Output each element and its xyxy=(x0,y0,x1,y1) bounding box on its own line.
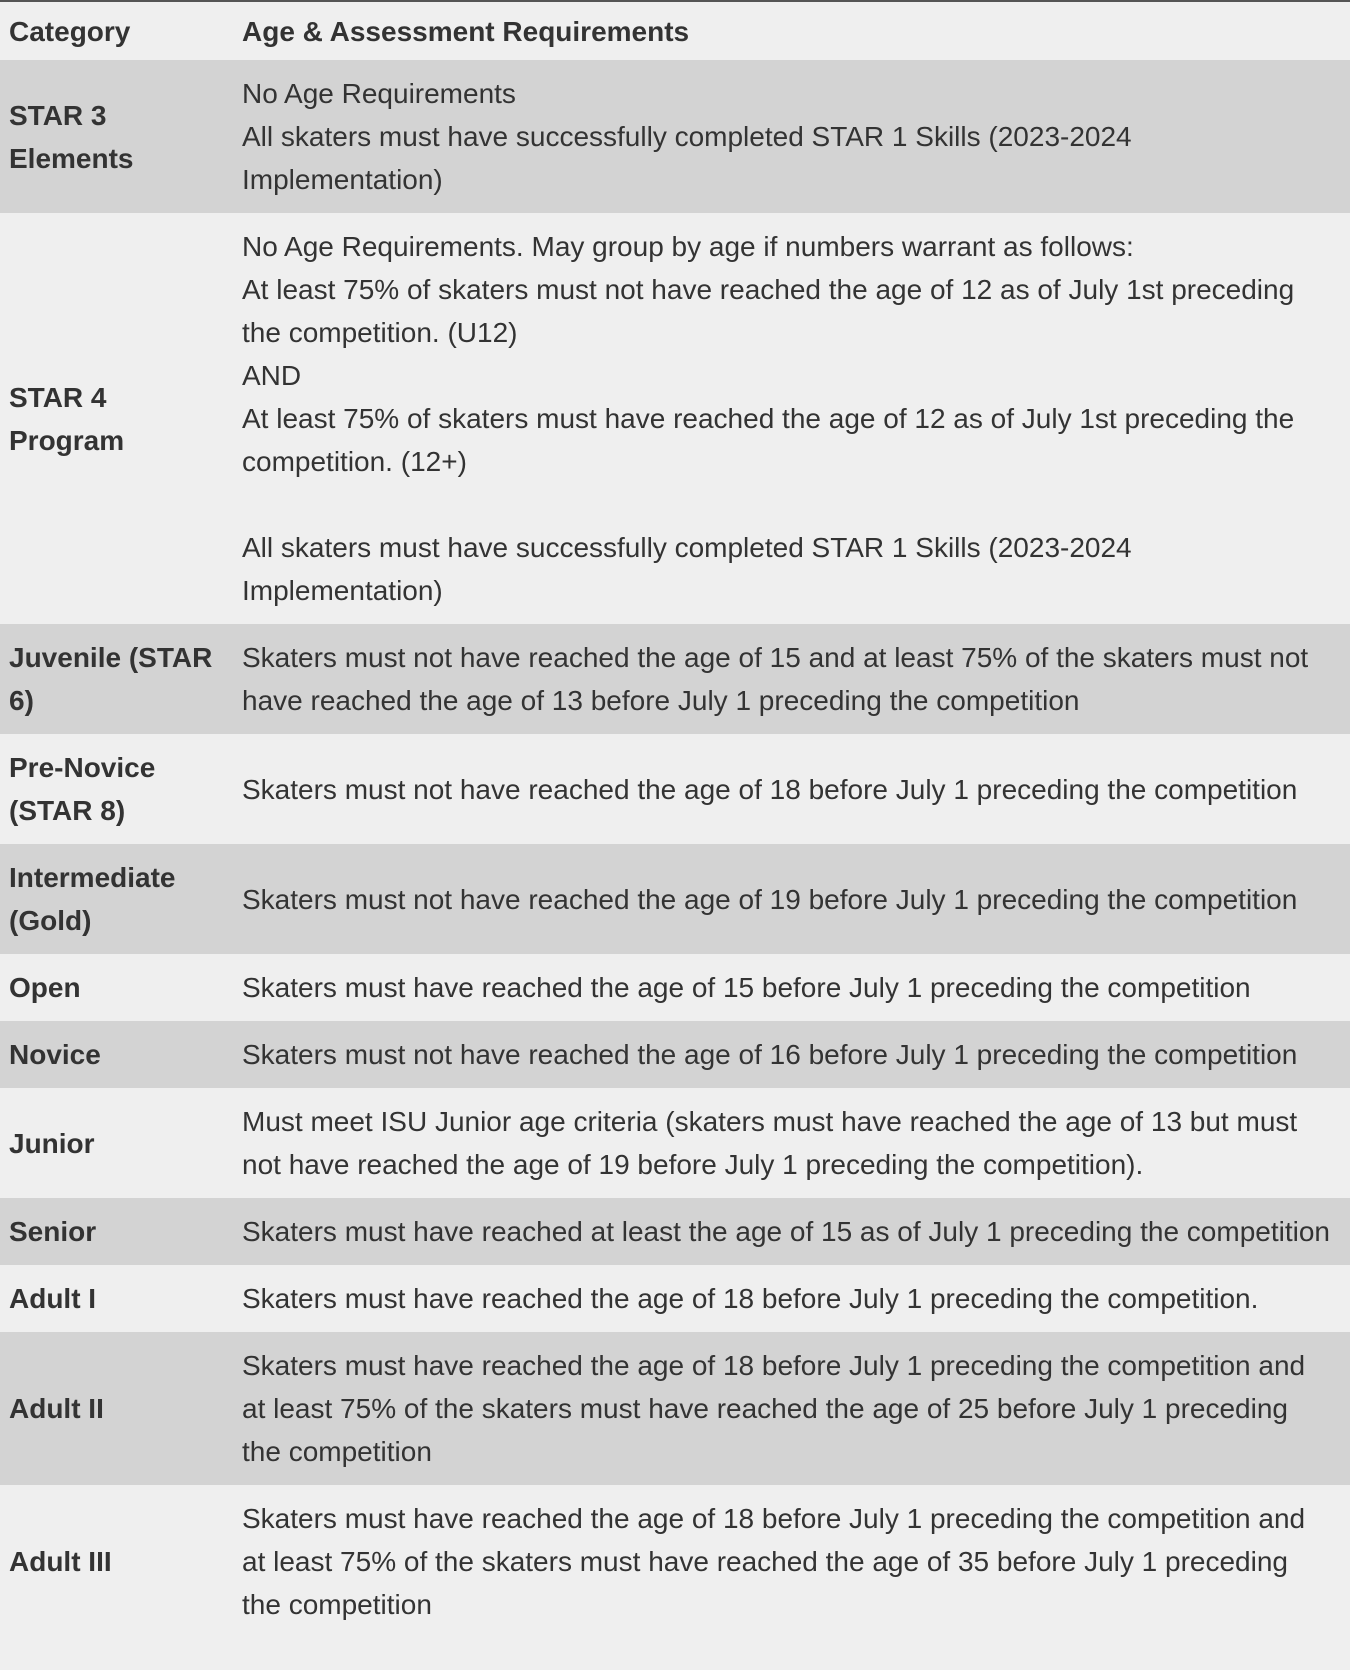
requirement-line: All skaters must have successfully completed STAR 1 Skills (2023-2024 Implementation) xyxy=(242,121,1132,195)
table-row xyxy=(0,1332,1350,1485)
category-cell: Adult III xyxy=(9,1546,112,1577)
category-cell: Adult I xyxy=(9,1283,97,1314)
requirements-cell xyxy=(242,966,1350,1009)
requirement-line: At least 75% of skaters must not have reached the age of 12 as of July 1st preceding the competition. (U12) xyxy=(242,274,1295,348)
requirements-cell xyxy=(242,636,1350,722)
requirement-line: Skaters must not have reached the age of 18 before July 1 preceding the competition xyxy=(242,773,1298,805)
requirement-line: Skaters must not have reached the age of 15 and at least 75% of the skaters must not have reached the age of 13 before July 1 preceding the competition xyxy=(242,642,1309,716)
table-row xyxy=(0,844,1350,954)
table-row xyxy=(0,60,1350,213)
category-cell: STAR 4 Program xyxy=(9,381,125,456)
category-cell: Adult II xyxy=(9,1393,104,1424)
category-cell: Intermediate (Gold) xyxy=(9,862,176,936)
requirements-cell xyxy=(242,1277,1350,1320)
requirement-line: All skaters must have successfully completed STAR 1 Skills (2023-2024 Implementation) xyxy=(242,532,1132,606)
requirements-cell xyxy=(242,1210,1350,1253)
category-cell: Pre-Novice (STAR 8) xyxy=(9,752,156,826)
category-cell: Juvenile (STAR 6) xyxy=(9,642,213,716)
table-row xyxy=(0,1265,1350,1332)
category-cell: Senior xyxy=(9,1216,97,1247)
category-cell: Junior xyxy=(9,1127,95,1159)
category-cell: Novice xyxy=(9,1039,101,1070)
category-cell: STAR 3 Elements xyxy=(9,99,134,174)
requirements-cell xyxy=(242,1033,1350,1076)
table-row xyxy=(0,734,1350,844)
table-row xyxy=(0,624,1350,734)
requirements-cell xyxy=(242,768,1350,811)
requirement-line: Skaters must have reached the age of 18 before July 1 preceding the competition. xyxy=(242,1283,1259,1314)
requirements-cell xyxy=(242,1100,1350,1186)
requirement-line: Must meet ISU Junior age criteria (skaters must have reached the age of 13 but must not have reached the age of 19 before July 1 preceding the competition). xyxy=(242,1106,1298,1180)
requirement-line: Skaters must not have reached the age of 16 before July 1 preceding the competition xyxy=(242,1039,1298,1070)
requirements-cell xyxy=(242,1344,1350,1473)
requirement-line: Skaters must have reached at least the age of 15 as of July 1 preceding the competition xyxy=(242,1216,1330,1247)
requirement-line: Skaters must have reached the age of 18 before July 1 preceding the competition and at least 75% of the skaters must have reached the age of 35 before July 1 preceding the competition xyxy=(242,1503,1306,1620)
table-body xyxy=(0,60,1350,1638)
requirement-line: At least 75% of skaters must have reached the age of 12 as of July 1st preceding the competition. (12+) xyxy=(242,403,1295,477)
table-row xyxy=(0,1198,1350,1265)
table-row xyxy=(0,213,1350,624)
category-cell: Open xyxy=(9,972,81,1003)
requirements-cell xyxy=(242,72,1350,201)
requirement-line: Skaters must not have reached the age of 19 before July 1 preceding the competition xyxy=(242,883,1298,915)
requirements-cell xyxy=(242,225,1350,612)
requirements-cell xyxy=(242,878,1350,921)
blank-line xyxy=(242,483,1330,526)
requirement-line: No Age Requirements xyxy=(242,78,516,109)
table-row xyxy=(0,954,1350,1021)
requirement-line: AND xyxy=(242,360,302,391)
table-row xyxy=(0,1021,1350,1088)
header-requirements: Age & Assessment Requirements xyxy=(242,15,690,47)
table-header-row xyxy=(0,2,1350,60)
header-category: Category xyxy=(9,15,131,47)
requirement-line: Skaters must have reached the age of 15 before July 1 preceding the competition xyxy=(242,972,1251,1003)
requirements-cell xyxy=(242,1497,1350,1626)
requirement-line: Skaters must have reached the age of 18 before July 1 preceding the competition and at least 75% of the skaters must have reached the age of 25 before July 1 preceding the competition xyxy=(242,1350,1306,1467)
table-row xyxy=(0,1485,1350,1638)
requirement-line: No Age Requirements. May group by age if numbers warrant as follows: xyxy=(242,231,1134,262)
table-row xyxy=(0,1088,1350,1198)
